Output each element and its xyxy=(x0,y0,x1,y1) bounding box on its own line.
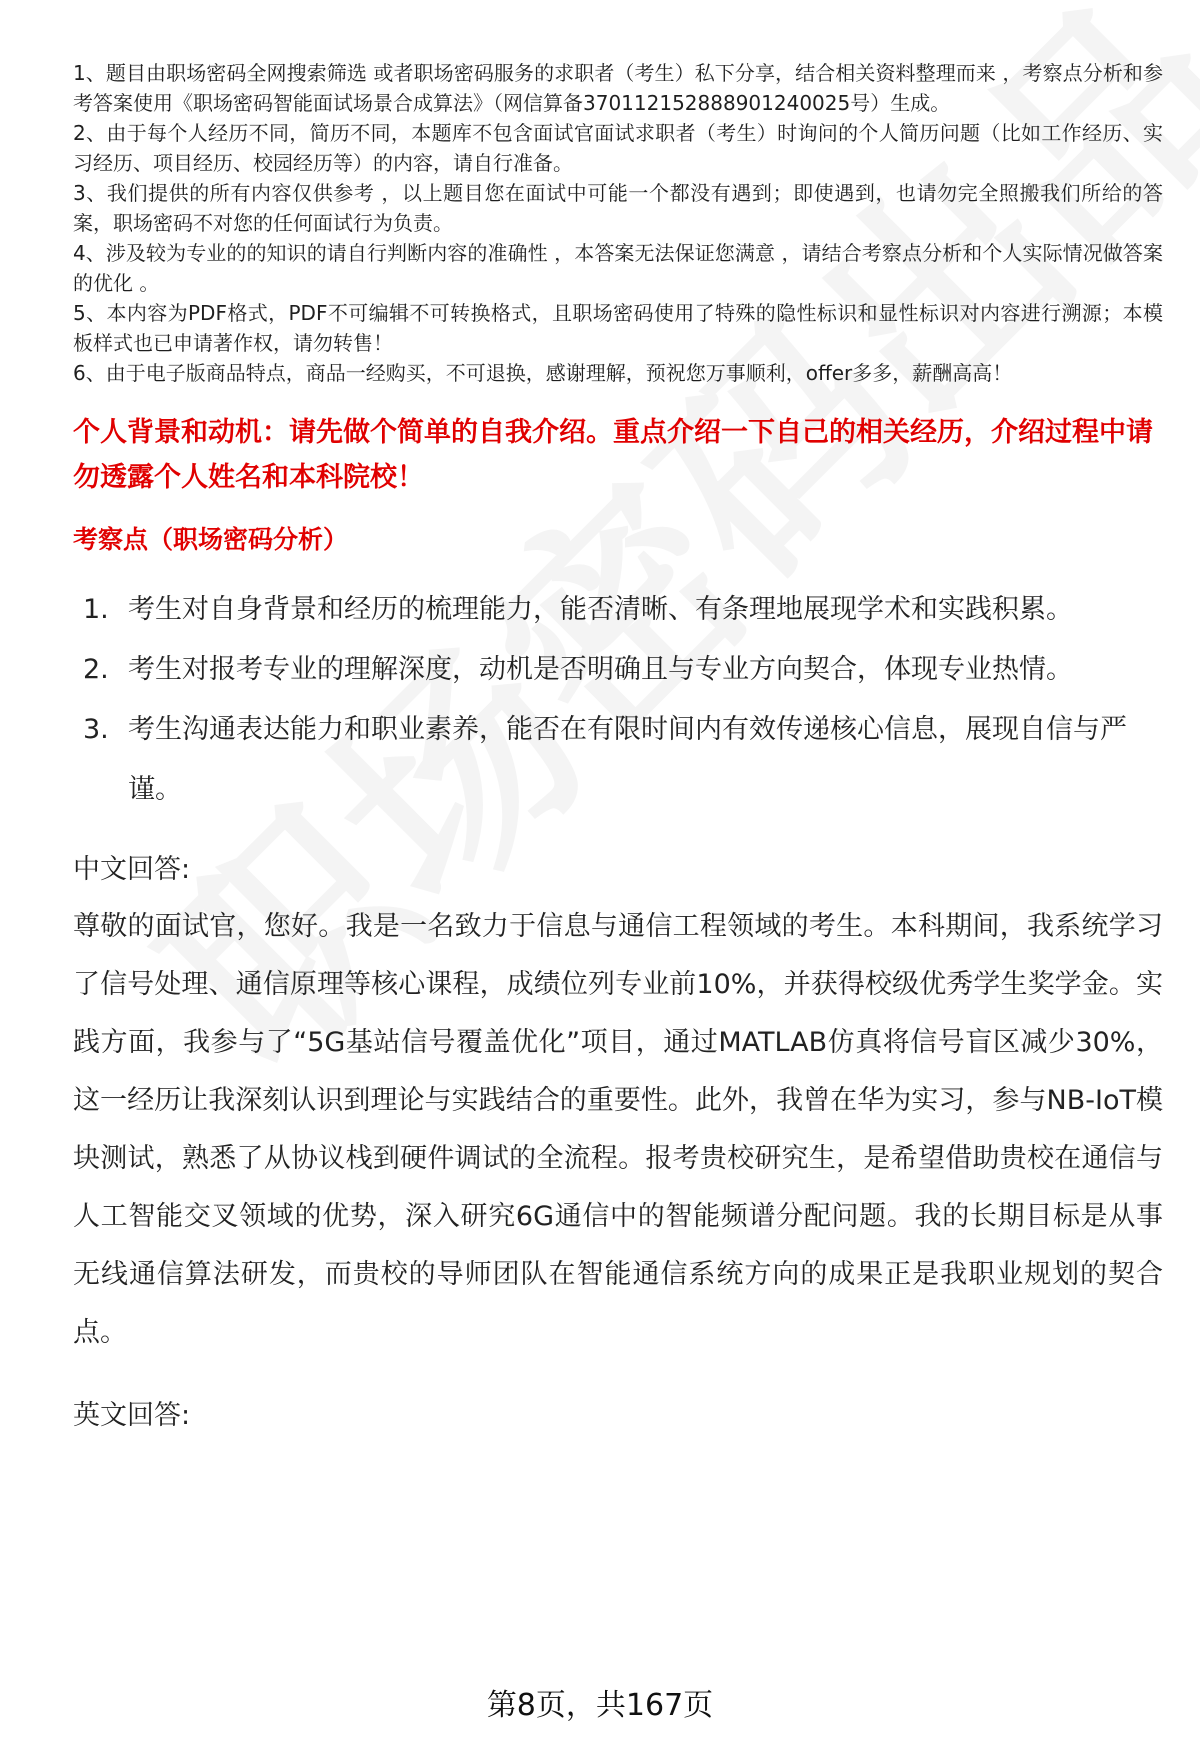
notice-item: 6、由于电子版商品特点，商品一经购买，不可退换，感谢理解，预祝您万事顺利，offer多多，薪酬高高！ xyxy=(73,361,1013,385)
notice-item: 1、题目由职场密码全网搜索筛选 或者职场密码服务的求职者（考生）私下分享，结合相关资料整理而来 ，考察点分析和参考答案使用《职场密码智能面试场景合成算法》（网信算备370112152888901240025号）生成。 xyxy=(73,61,1163,115)
list-item xyxy=(73,700,1163,820)
interview-question: 个人背景和动机：请先做个简单的自我介绍。重点介绍一下自己的相关经历，介绍过程中请勿透露个人姓名和本科院校！ xyxy=(73,417,1153,493)
list-item xyxy=(73,640,1163,700)
document-page xyxy=(73,58,1163,1444)
list-item-text: 考生对自身背景和经历的梳理能力，能否清晰、有条理地展现学术和实践积累。 xyxy=(128,594,1073,625)
english-answer-label: 英文回答: xyxy=(73,1400,191,1431)
chinese-answer-text: 尊敬的面试官，您好。我是一名致力于信息与通信工程领域的考生。本科期间，我系统学习了信号处理、通信原理等核心课程，成绩位列专业前10%，并获得校级优秀学生奖学金。实践方面，我参与了“5G基站信号覆盖优化”项目，通过MATLAB仿真将信号盲区减少30%，这一经历让我深刻认识到理论与实践结合的重要性。此外，我曾在华为实习，参与NB-IoT模块测试，熟悉了从协议栈到硬件调试的全流程。报考贵校研究生，是希望借助贵校在通信与人工智能交叉领域的优势，深入研究6G通信中的智能频谱分配问题。我的长期目标是从事无线通信算法研发，而贵校的导师团队在智能通信系统方向的成果正是我职业规划的契合点。 xyxy=(73,911,1163,1348)
list-number: 3. xyxy=(83,714,109,745)
notice-list xyxy=(73,58,1163,388)
notice-item: 3、我们提供的所有内容仅供参考 ，以上题目您在面试中可能一个都没有遇到；即使遇到，也请勿完全照搬我们所给的答案，职场密码不对您的任何面试行为负责。 xyxy=(73,181,1163,235)
notice-item: 2、由于每个人经历不同，简历不同，本题库不包含面试官面试求职者（考生）时询问的个人简历问题（比如工作经历、实习经历、项目经历、校园经历等）的内容，请自行准备。 xyxy=(73,121,1163,175)
analysis-points xyxy=(73,580,1163,820)
notice-item: 5、本内容为PDF格式，PDF不可编辑不可转换格式，且职场密码使用了特殊的隐性标识和显性标识对内容进行溯源；本模板样式也已申请著作权，请勿转售！ xyxy=(73,301,1163,355)
analysis-heading: 考察点（职场密码分析） xyxy=(73,525,349,554)
list-item-text: 考生对报考专业的理解深度，动机是否明确且与专业方向契合，体现专业热情。 xyxy=(128,654,1073,685)
list-item xyxy=(73,580,1163,640)
list-number: 1. xyxy=(83,594,109,625)
page-number: 第8页，共167页 xyxy=(486,1688,714,1723)
list-item-text: 考生沟通表达能力和职业素养，能否在有限时间内有效传递核心信息，展现自信与严谨。 xyxy=(128,714,1127,805)
notice-item: 4、涉及较为专业的的知识的请自行判断内容的准确性 ，本答案无法保证您满意 ，请结合考察点分析和个人实际情况做答案的优化 。 xyxy=(73,241,1163,295)
list-number: 2. xyxy=(83,654,109,685)
chinese-answer-label: 中文回答: xyxy=(73,854,191,885)
